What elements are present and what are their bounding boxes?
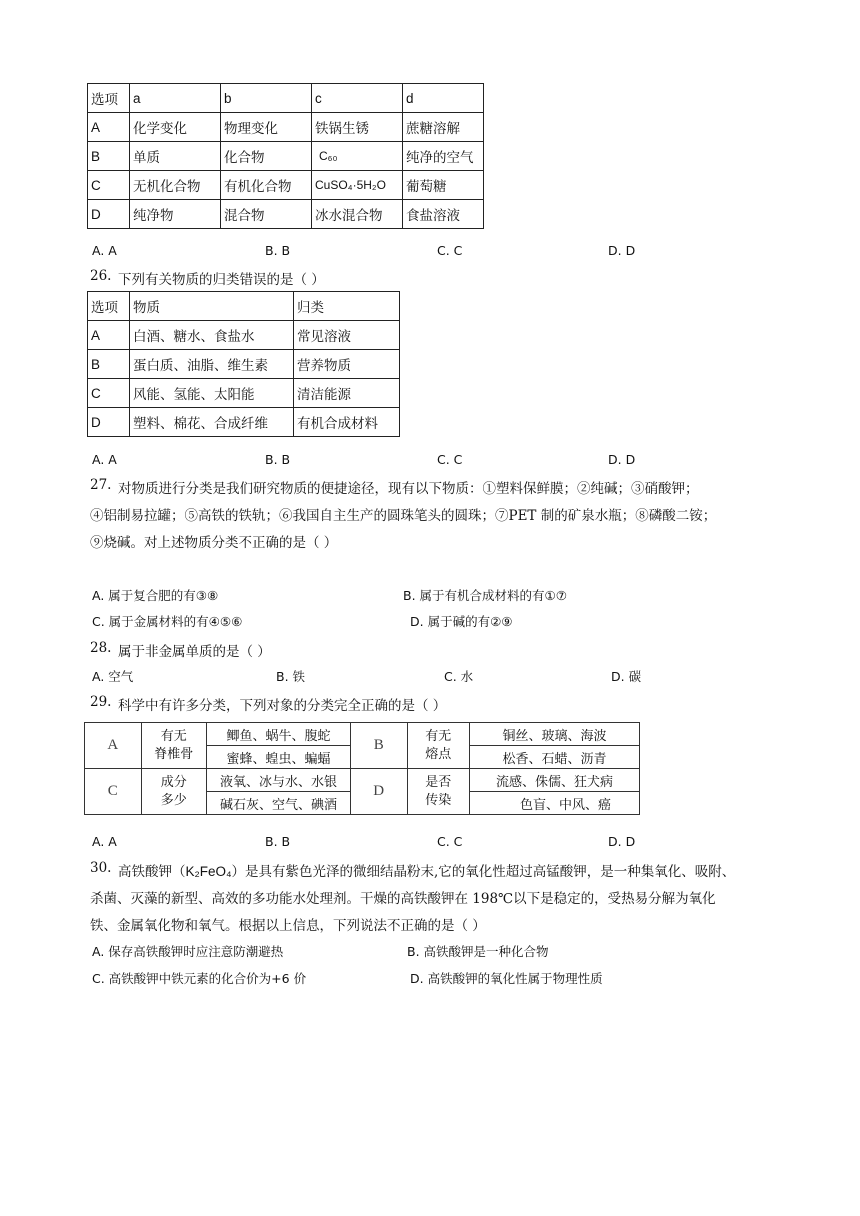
q28-number: 28. <box>90 640 112 656</box>
table-cell: 化合物 <box>221 142 312 171</box>
table-cell: 常见溶液 <box>294 321 400 350</box>
table-cell: 选项 <box>88 292 130 321</box>
table-cell: 选项 <box>88 84 130 113</box>
q29-group: 鲫鱼、蜗牛、腹蛇 <box>207 723 351 746</box>
q30-formula: K₂FeO₄ <box>185 864 232 879</box>
q26-option-b[interactable]: B. B <box>265 452 291 467</box>
q25-option-b[interactable]: B. B <box>265 243 291 258</box>
q29-number: 29. <box>90 694 112 710</box>
table-cell: 风能、氢能、太阳能 <box>130 379 294 408</box>
q29-label-a: A <box>85 723 142 769</box>
table-cell: C₆₀ <box>312 142 403 171</box>
table-cell: 无机化合物 <box>130 171 221 200</box>
table-row <box>85 723 640 746</box>
table-cell: D <box>88 408 130 437</box>
table-cell: d <box>403 84 484 113</box>
table-cell: c <box>312 84 403 113</box>
table-cell: B <box>88 142 130 171</box>
table-cell: 有机合成材料 <box>294 408 400 437</box>
q26-option-c[interactable]: C. C <box>437 452 463 467</box>
q27-option-c[interactable]: C. 属于金属材料的有④⑤⑥ <box>92 614 243 629</box>
q27-line1: 对物质进行分类是我们研究物质的便捷途径，现有以下物质：①塑料保鲜膜；②纯碱；③硝酸钾； <box>118 481 699 497</box>
q29-option-c[interactable]: C. C <box>437 834 463 849</box>
q27-number: 27. <box>90 477 112 493</box>
q29-option-b[interactable]: B. B <box>265 834 291 849</box>
q29-group: 色盲、中风、癌 <box>470 792 640 815</box>
q28-option-d[interactable]: D. 碳 <box>611 669 642 684</box>
q30-option-c[interactable]: C. 高铁酸钾中铁元素的化合价为+6 价 <box>92 971 307 986</box>
table-cell: 营养物质 <box>294 350 400 379</box>
table-row <box>88 292 400 321</box>
table-row <box>88 142 484 171</box>
q30-line1: 高铁酸钾（K₂FeO₄）是具有紫色光泽的微细结晶粉末,它的氧化性超过高锰酸钾，是一种集氧化、吸附、 <box>118 864 736 880</box>
q29-group: 铜丝、玻璃、海波 <box>470 723 640 746</box>
table-cell: 蛋白质、油脂、维生素 <box>130 350 294 379</box>
table-cell: 纯净的空气 <box>403 142 484 171</box>
table-cell: 蔗糖溶解 <box>403 113 484 142</box>
table-row <box>88 321 400 350</box>
table-row <box>88 200 484 229</box>
q26-text: 下列有关物质的归类错误的是（ ） <box>118 272 325 288</box>
q29-group: 流感、侏儒、狂犬病 <box>470 769 640 792</box>
q25-option-c[interactable]: C. C <box>437 243 463 258</box>
table-cell: 化学变化 <box>130 113 221 142</box>
table-cell: 归类 <box>294 292 400 321</box>
q29-label-d: D <box>350 769 407 815</box>
q26-number: 26. <box>90 268 112 284</box>
table-row <box>85 769 640 792</box>
q29-criterion-d: 是否 传染 <box>407 769 470 815</box>
q28-text: 属于非金属单质的是（ ） <box>118 644 271 660</box>
table-row <box>88 350 400 379</box>
q29-group: 碱石灰、空气、碘酒 <box>207 792 351 815</box>
q29-group: 蜜蜂、蝗虫、蝙蝠 <box>207 746 351 769</box>
q29-group: 液氧、冰与水、水银 <box>207 769 351 792</box>
table-cell: 清洁能源 <box>294 379 400 408</box>
table-cell: 葡萄糖 <box>403 171 484 200</box>
q26-option-a[interactable]: A. A <box>92 452 117 467</box>
table-cell: 物质 <box>130 292 294 321</box>
q27-line2: ④铝制易拉罐；⑤高铁的铁轨；⑥我国自主生产的圆珠笔头的圆珠；⑦PET 制的矿泉水瓶；⑧磷酸二铵； <box>90 508 717 524</box>
q29-option-a[interactable]: A. A <box>92 834 117 849</box>
q30-option-b[interactable]: B. 高铁酸钾是一种化合物 <box>407 944 549 959</box>
table-row <box>88 408 400 437</box>
q29-criterion-c: 成分 多少 <box>141 769 207 815</box>
q29-label-c: C <box>85 769 142 815</box>
table-cell: 物理变化 <box>221 113 312 142</box>
table-cell: a <box>130 84 221 113</box>
table-cell: A <box>88 321 130 350</box>
table-cell: b <box>221 84 312 113</box>
table-cell: 食盐溶液 <box>403 200 484 229</box>
table-cell: C <box>88 379 130 408</box>
table-cell: C <box>88 171 130 200</box>
table-cell: 铁锅生锈 <box>312 113 403 142</box>
q26-option-d[interactable]: D. D <box>608 452 636 467</box>
q30-option-d[interactable]: D. 高铁酸钾的氧化性属于物理性质 <box>410 971 603 986</box>
table-cell: CuSO₄·5H₂O <box>312 171 403 200</box>
table-cell: 塑料、棉花、合成纤维 <box>130 408 294 437</box>
table-cell: 冰水混合物 <box>312 200 403 229</box>
q29-group: 松香、石蜡、沥青 <box>470 746 640 769</box>
table-cell: B <box>88 350 130 379</box>
q25-option-d[interactable]: D. D <box>608 243 636 258</box>
table-cell: 混合物 <box>221 200 312 229</box>
q29-option-d[interactable]: D. D <box>608 834 636 849</box>
table-cell: 有机化合物 <box>221 171 312 200</box>
q30-line3: 铁、金属氧化物和氧气。根据以上信息，下列说法不正确的是（ ） <box>90 918 486 934</box>
q29-label-b: B <box>350 723 407 769</box>
table-cell: D <box>88 200 130 229</box>
q27-line3: ⑨烧碱。对上述物质分类不正确的是（ ） <box>90 535 338 551</box>
q25-option-a[interactable]: A. A <box>92 243 117 258</box>
table-row <box>88 113 484 142</box>
q30-line2: 杀菌、灭藻的新型、高效的多功能水处理剂。干燥的高铁酸钾在 198℃以下是稳定的，受热易分解为氧化 <box>90 891 716 907</box>
q25-table <box>87 83 484 229</box>
q30-number: 30. <box>90 860 112 876</box>
q29-criterion-a: 有无 脊椎骨 <box>141 723 207 769</box>
table-cell: 白酒、糖水、食盐水 <box>130 321 294 350</box>
q29-text: 科学中有许多分类，下列对象的分类完全正确的是（ ） <box>118 698 447 714</box>
table-cell: 纯净物 <box>130 200 221 229</box>
q28-option-c[interactable]: C. 水 <box>444 669 474 684</box>
q29-table <box>84 722 640 815</box>
q27-option-a[interactable]: A. 属于复合肥的有③⑧ <box>92 588 219 603</box>
table-row <box>88 84 484 113</box>
q27-option-d[interactable]: D. 属于碱的有②⑨ <box>410 614 513 629</box>
table-cell: 单质 <box>130 142 221 171</box>
q28-option-b[interactable]: B. 铁 <box>276 669 306 684</box>
q28-option-a[interactable]: A. 空气 <box>92 669 134 684</box>
q27-option-b[interactable]: B. 属于有机合成材料的有①⑦ <box>403 588 567 603</box>
q26-table <box>87 291 400 437</box>
table-row <box>88 171 484 200</box>
table-row <box>88 379 400 408</box>
q29-criterion-b: 有无 熔点 <box>407 723 470 769</box>
q30-option-a[interactable]: A. 保存高铁酸钾时应注意防潮避热 <box>92 944 284 959</box>
table-cell: A <box>88 113 130 142</box>
